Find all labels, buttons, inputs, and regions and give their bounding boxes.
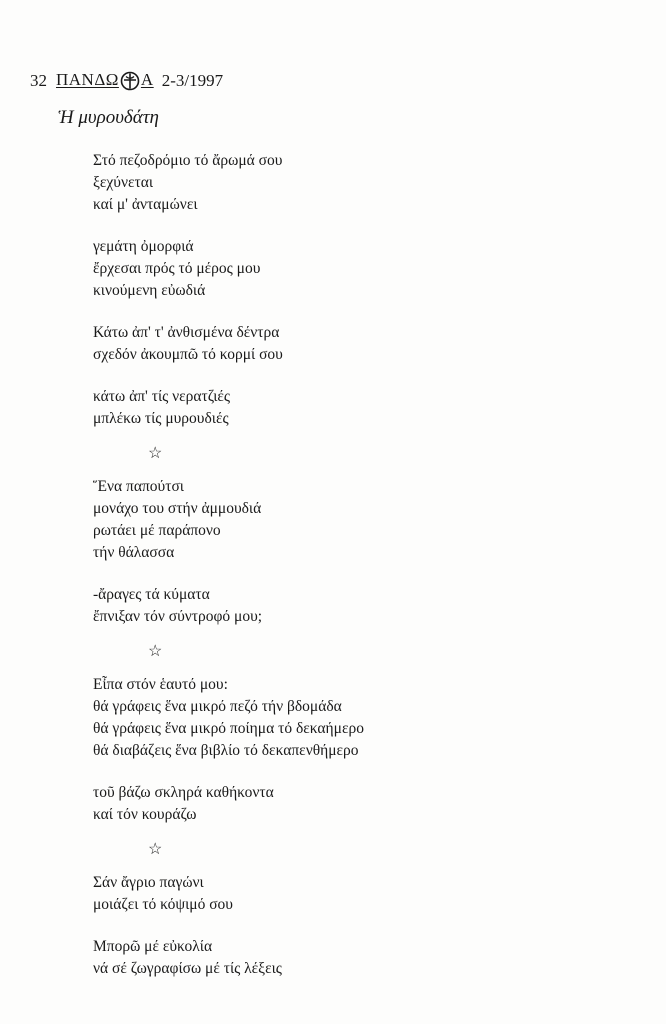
- poem-line: ἔρχεσαι πρός τό μέρος μου: [93, 260, 261, 277]
- poem-line: γεμάτη ὀμορφιά: [93, 238, 194, 255]
- star-separator-icon: ☆: [148, 643, 163, 660]
- magazine-name-start: ΠΑΝΔΩ: [56, 70, 119, 89]
- stanza-9: [93, 872, 613, 916]
- poem-line: θά γράφεις ἕνα μικρό ποίημα τό δεκαήμερο: [93, 720, 364, 737]
- star-separator-icon: ☆: [148, 445, 163, 462]
- poem-line: Κάτω ἀπ' τ' ἀνθισμένα δέντρα: [93, 324, 280, 341]
- poem-line: μοιάζει τό κόψιμό σου: [93, 896, 233, 913]
- stanza-6: [93, 584, 613, 628]
- poem-body: [93, 150, 613, 1000]
- poem-line: κάτω ἀπ' τίς νερατζιές: [93, 388, 231, 405]
- poem-line: Εἶπα στόν ἑαυτό μου:: [93, 676, 228, 693]
- magazine-name-end: Α: [140, 70, 154, 89]
- poem-line: καί μ' ἀνταμώνει: [93, 196, 198, 213]
- poem-line: τοῦ βάζω σκληρά καθήκοντα: [93, 784, 274, 801]
- poem-line: νά σέ ζωγραφίσω μέ τίς λέξεις: [93, 960, 282, 977]
- stanza-10: [93, 936, 613, 980]
- poem-title: Ἡ μυρουδάτη: [58, 107, 159, 128]
- poem-line: καί τόν κουράζω: [93, 806, 197, 823]
- poem-line: Σάν ἄγριο παγώνι: [93, 874, 204, 891]
- stanza-8: [93, 782, 613, 826]
- stanza-5: [93, 476, 613, 564]
- poem-line: ἔπνιξαν τόν σύντροφό μου;: [93, 608, 263, 625]
- poem-line: θά διαβάζεις ἕνα βιβλίο τό δεκαπενθήμερο: [93, 742, 359, 759]
- stanza-1: [93, 150, 613, 216]
- poem-line: Στό πεζοδρόμιο τό ἄρωμά σου: [93, 152, 283, 169]
- circle-cross-logo-icon: [120, 71, 140, 91]
- page-header: [30, 70, 223, 91]
- poem-line: μονάχο του στήν ἀμμουδιά: [93, 500, 262, 517]
- stanza-2: [93, 236, 613, 302]
- stanza-7: [93, 674, 613, 762]
- poem-line: ρωτάει μέ παράπονο: [93, 522, 221, 539]
- star-separator-icon: ☆: [148, 841, 163, 858]
- poem-line: θά γράφεις ἕνα μικρό πεζό τήν βδομάδα: [93, 698, 342, 715]
- poem-line: Μπορῶ μέ εὐκολία: [93, 938, 213, 955]
- poem-line: σχεδόν ἀκουμπῶ τό κορμί σου: [93, 346, 283, 363]
- poem-line: τήν θάλασσα: [93, 544, 175, 561]
- poem-line: κινούμενη εὐωδιά: [93, 282, 206, 299]
- poem-line: μπλέκω τίς μυρουδιές: [93, 410, 229, 427]
- poem-line: -ἄραγες τά κύματα: [93, 586, 210, 603]
- magazine-name: [56, 70, 162, 91]
- page-number: 32: [30, 70, 47, 90]
- poem-line: ξεχύνεται: [93, 174, 154, 191]
- issue-date: 2-3/1997: [161, 70, 224, 90]
- poem-line: Ἕνα παπούτσι: [93, 478, 184, 495]
- stanza-4: [93, 386, 613, 430]
- stanza-3: [93, 322, 613, 366]
